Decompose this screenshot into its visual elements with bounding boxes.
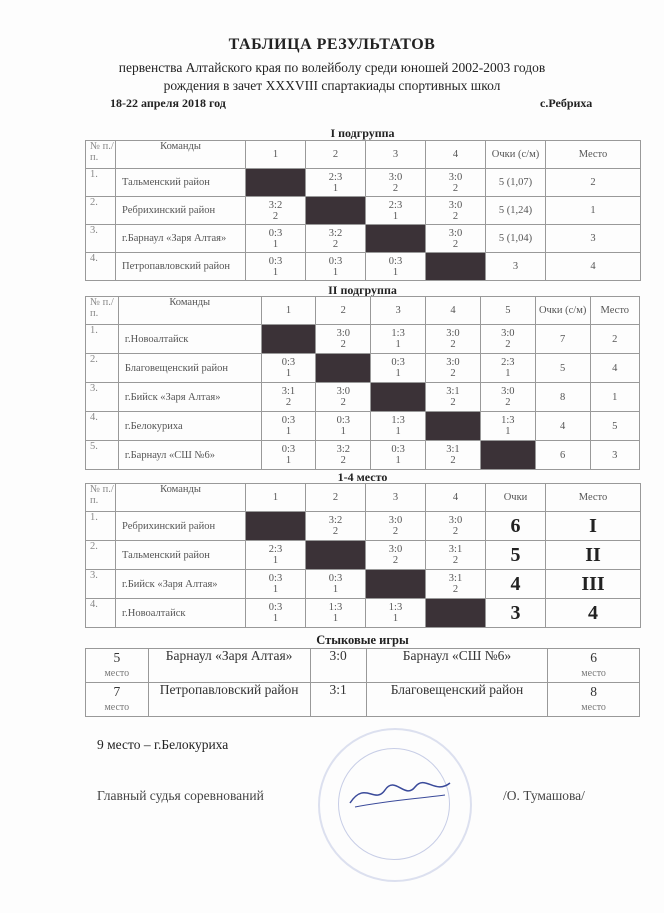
match-result bbox=[246, 541, 306, 570]
match-result bbox=[316, 412, 371, 441]
points: 4 bbox=[535, 412, 590, 441]
team-a: Петропавловский район bbox=[148, 683, 310, 717]
match-points: 2 bbox=[450, 368, 456, 379]
column-header: Команды bbox=[118, 297, 261, 325]
chief-judge-label: Главный судья соревнований bbox=[97, 788, 264, 803]
table-row bbox=[86, 412, 640, 441]
match-points: 1 bbox=[340, 426, 346, 437]
place: 4 bbox=[590, 354, 639, 383]
team-name: Тальменский район bbox=[116, 169, 246, 197]
table-row bbox=[86, 541, 641, 570]
ninth-place-note: 9 место – г.Белокуриха bbox=[97, 737, 229, 752]
set-score: 0:3 bbox=[281, 357, 296, 368]
match-result bbox=[426, 541, 486, 570]
set-score: 3:0 bbox=[501, 328, 515, 339]
match-result bbox=[261, 412, 316, 441]
column-header: Очки bbox=[486, 484, 546, 512]
header-row bbox=[86, 297, 640, 325]
set-score: 3:2 bbox=[336, 444, 350, 455]
set-score: 2:3 bbox=[268, 544, 283, 555]
match-points: 2 bbox=[452, 210, 459, 222]
team-name: Тальменский район bbox=[116, 541, 246, 570]
row-number: 3. bbox=[86, 225, 116, 253]
match-result bbox=[246, 197, 306, 225]
column-header: 1 bbox=[261, 297, 316, 325]
match-result bbox=[246, 570, 306, 599]
place: 3 bbox=[590, 441, 639, 470]
table-row bbox=[86, 599, 641, 628]
match-result bbox=[371, 354, 426, 383]
diagonal-cell bbox=[426, 599, 486, 628]
match-result bbox=[426, 512, 486, 541]
place-b bbox=[548, 649, 640, 683]
subtitle-line-1: первенства Алтайского края по волейболу среди юношей 2002-2003 годов bbox=[118, 60, 546, 75]
place-b bbox=[548, 683, 640, 717]
column-header: 2 bbox=[306, 484, 366, 512]
set-score: 1:3 bbox=[391, 328, 405, 339]
match-result bbox=[426, 197, 486, 225]
match-result bbox=[306, 599, 366, 628]
column-header: 3 bbox=[371, 297, 426, 325]
place: III bbox=[546, 570, 641, 599]
points: 8 bbox=[535, 383, 590, 412]
team-name: г.Белокуриха bbox=[118, 412, 261, 441]
match-points: 1 bbox=[285, 426, 292, 437]
place-b-number: 6 bbox=[590, 649, 597, 665]
match-points: 2 bbox=[332, 238, 339, 250]
playoff-row bbox=[86, 649, 640, 683]
set-score: 0:3 bbox=[268, 573, 283, 584]
match-result bbox=[261, 383, 316, 412]
row-number: 4. bbox=[86, 412, 119, 441]
match-result bbox=[366, 253, 426, 281]
column-header: Команды bbox=[116, 141, 246, 169]
signature bbox=[345, 775, 455, 815]
team-name: г.Бийск «Заря Алтая» bbox=[118, 383, 261, 412]
set-score: 0:3 bbox=[336, 415, 350, 426]
match-result bbox=[246, 253, 306, 281]
column-header: 1 bbox=[246, 141, 306, 169]
match-result bbox=[480, 383, 535, 412]
points: 3 bbox=[486, 253, 546, 281]
row-number: 3. bbox=[86, 383, 119, 412]
set-score: 2:3 bbox=[328, 171, 343, 183]
place-b-label: место bbox=[581, 667, 606, 679]
match-result bbox=[426, 383, 481, 412]
set-score: 3:0 bbox=[388, 515, 403, 526]
match-points: 2 bbox=[392, 555, 399, 566]
column-header: Место bbox=[546, 484, 641, 512]
set-score: 3:0 bbox=[388, 544, 403, 555]
set-score: 1:3 bbox=[501, 415, 515, 426]
row-number: 2. bbox=[86, 197, 116, 225]
set-score: 3:1 bbox=[448, 573, 463, 584]
match-points: 2 bbox=[340, 339, 346, 350]
document-title: ТАБЛИЦА РЕЗУЛЬТАТОВ bbox=[228, 36, 436, 53]
team-name: Ребрихинский район bbox=[116, 197, 246, 225]
subtitle-line-2: рождения в зачет XXXVIII спартакиады спортивных школ bbox=[163, 78, 501, 93]
match-result bbox=[371, 412, 426, 441]
points: 6 bbox=[486, 512, 546, 541]
table-row bbox=[86, 225, 641, 253]
chief-judge-name: /О. Тумашова/ bbox=[503, 788, 585, 803]
diagonal-cell bbox=[371, 383, 426, 412]
set-score: 3:0 bbox=[448, 199, 463, 211]
diagonal-cell bbox=[246, 169, 306, 197]
match-result bbox=[366, 512, 426, 541]
match-result bbox=[366, 169, 426, 197]
place: 1 bbox=[546, 197, 641, 225]
row-number: 3. bbox=[86, 570, 116, 599]
column-header: 4 bbox=[426, 297, 481, 325]
column-header: 1 bbox=[246, 484, 306, 512]
match-result bbox=[306, 512, 366, 541]
match-points: 1 bbox=[332, 182, 339, 194]
place-a-number: 5 bbox=[113, 649, 121, 665]
set-score: 0:3 bbox=[268, 602, 283, 613]
points: 5 (1,24) bbox=[486, 197, 546, 225]
match-result bbox=[426, 441, 481, 470]
set-score: 3:0 bbox=[448, 515, 463, 526]
points: 3 bbox=[486, 599, 546, 628]
set-score: 3:0 bbox=[448, 227, 463, 239]
diagonal-cell bbox=[366, 225, 426, 253]
place-b-number: 8 bbox=[590, 683, 597, 699]
group1-caption: I подгруппа bbox=[330, 126, 395, 140]
final-caption: 1-4 место bbox=[337, 470, 388, 484]
row-number: 2. bbox=[86, 354, 119, 383]
set-score: 0:3 bbox=[268, 255, 283, 267]
team-name: г.Барнаул «Заря Алтая» bbox=[116, 225, 246, 253]
match-result bbox=[316, 441, 371, 470]
diagonal-cell bbox=[316, 354, 371, 383]
points: 5 bbox=[486, 541, 546, 570]
row-number: 1. bbox=[86, 512, 116, 541]
match-result bbox=[306, 570, 366, 599]
match-points: 2 bbox=[392, 526, 399, 537]
match-points: 1 bbox=[332, 266, 339, 278]
column-header: 3 bbox=[366, 484, 426, 512]
table-row bbox=[86, 253, 641, 281]
set-score: 2:3 bbox=[388, 199, 403, 211]
match-points: 1 bbox=[505, 426, 511, 437]
place: 4 bbox=[546, 253, 641, 281]
match-points: 2 bbox=[452, 526, 459, 537]
match-points: 2 bbox=[332, 526, 339, 537]
match-points: 2 bbox=[450, 455, 456, 466]
match-points: 2 bbox=[392, 182, 399, 194]
team-name: г.Бийск «Заря Алтая» bbox=[116, 570, 246, 599]
set-score: 3:0 bbox=[448, 171, 463, 183]
place: 2 bbox=[546, 169, 641, 197]
set-score: 0:3 bbox=[391, 357, 405, 368]
match-points: 1 bbox=[332, 613, 339, 624]
column-header: 2 bbox=[316, 297, 371, 325]
set-score: 3:0 bbox=[336, 386, 350, 397]
playoff-caption: Стыковые игры bbox=[316, 633, 409, 647]
team-a: Барнаул «Заря Алтая» bbox=[148, 649, 310, 683]
set-score: 0:3 bbox=[268, 227, 283, 239]
set-score: 3:2 bbox=[268, 199, 283, 211]
column-header: 5 bbox=[480, 297, 535, 325]
match-points: 2 bbox=[285, 397, 292, 408]
match-result bbox=[306, 225, 366, 253]
match-points: 1 bbox=[272, 555, 279, 566]
table-row bbox=[86, 570, 641, 599]
match-points: 2 bbox=[452, 555, 459, 566]
table-row bbox=[86, 325, 640, 354]
column-header: 4 bbox=[426, 141, 486, 169]
place: 2 bbox=[590, 325, 639, 354]
match-points: 2 bbox=[452, 238, 459, 250]
points: 5 (1,04) bbox=[486, 225, 546, 253]
set-score: 3:2 bbox=[328, 227, 343, 239]
set-score: 3:0 bbox=[501, 386, 515, 397]
match-points: 1 bbox=[392, 210, 399, 222]
match-result bbox=[480, 325, 535, 354]
place-a bbox=[86, 683, 149, 717]
match-points: 1 bbox=[285, 455, 292, 466]
match-result bbox=[366, 197, 426, 225]
team-name: г.Новоалтайск bbox=[116, 599, 246, 628]
match-result bbox=[480, 354, 535, 383]
diagonal-cell bbox=[480, 441, 535, 470]
match-points: 2 bbox=[450, 339, 456, 350]
team-name: г.Новоалтайск bbox=[118, 325, 261, 354]
place: 4 bbox=[546, 599, 641, 628]
match-points: 2 bbox=[450, 397, 456, 408]
table-row bbox=[86, 383, 640, 412]
set-score: 2:3 bbox=[501, 357, 515, 368]
table-row bbox=[86, 197, 641, 225]
match-result bbox=[261, 354, 316, 383]
points: 5 (1,07) bbox=[486, 169, 546, 197]
match-points: 1 bbox=[395, 368, 401, 379]
match-result bbox=[371, 441, 426, 470]
set-score: 3:2 bbox=[328, 515, 343, 526]
diagonal-cell bbox=[366, 570, 426, 599]
column-header: Место bbox=[546, 141, 641, 169]
match-points: 2 bbox=[340, 397, 346, 408]
table-row bbox=[86, 441, 640, 470]
playoff-row bbox=[86, 683, 640, 717]
match-result bbox=[316, 325, 371, 354]
playoff-score: 3:1 bbox=[310, 683, 366, 717]
match-result bbox=[426, 325, 481, 354]
place-a-label: место bbox=[104, 667, 130, 679]
set-score: 3:0 bbox=[446, 328, 460, 339]
group2-table bbox=[85, 296, 640, 470]
place-b-label: место bbox=[581, 701, 606, 713]
column-header: 4 bbox=[426, 484, 486, 512]
match-points: 1 bbox=[505, 368, 511, 379]
diagonal-cell bbox=[426, 253, 486, 281]
set-score: 0:3 bbox=[391, 444, 405, 455]
set-score: 3:1 bbox=[446, 444, 460, 455]
match-points: 1 bbox=[285, 368, 292, 379]
match-result bbox=[246, 225, 306, 253]
header-row bbox=[86, 141, 641, 169]
column-header: Место bbox=[590, 297, 639, 325]
column-header: Очки (с/м) bbox=[486, 141, 546, 169]
match-result bbox=[306, 169, 366, 197]
set-score: 0:3 bbox=[281, 415, 296, 426]
set-score: 3:0 bbox=[388, 171, 403, 183]
column-header: 2 bbox=[306, 141, 366, 169]
points: 6 bbox=[535, 441, 590, 470]
place: 1 bbox=[590, 383, 639, 412]
match-points: 2 bbox=[505, 339, 511, 350]
match-result bbox=[371, 325, 426, 354]
team-b: Барнаул «СШ №6» bbox=[366, 649, 547, 683]
match-result bbox=[316, 383, 371, 412]
match-result bbox=[426, 570, 486, 599]
match-points: 2 bbox=[340, 455, 346, 466]
match-result bbox=[426, 225, 486, 253]
team-name: Петропавловский район bbox=[116, 253, 246, 281]
match-points: 1 bbox=[272, 238, 279, 250]
column-header: № п./п. bbox=[86, 141, 116, 169]
group1-table bbox=[85, 140, 641, 281]
match-points: 2 bbox=[272, 210, 279, 222]
table-row bbox=[86, 169, 641, 197]
points: 5 bbox=[535, 354, 590, 383]
diagonal-cell bbox=[426, 412, 481, 441]
event-place: с.Ребриха bbox=[540, 96, 593, 110]
match-points: 1 bbox=[392, 266, 399, 278]
table-row bbox=[86, 354, 640, 383]
match-points: 1 bbox=[272, 266, 279, 278]
set-score: 0:3 bbox=[281, 444, 296, 455]
match-result bbox=[246, 599, 306, 628]
column-header: 3 bbox=[366, 141, 426, 169]
set-score: 1:3 bbox=[328, 602, 343, 613]
set-score: 3:1 bbox=[448, 544, 463, 555]
match-result bbox=[261, 441, 316, 470]
set-score: 1:3 bbox=[388, 602, 403, 613]
place: 5 bbox=[590, 412, 639, 441]
match-points: 1 bbox=[392, 613, 399, 624]
match-points: 1 bbox=[332, 584, 339, 595]
diagonal-cell bbox=[306, 197, 366, 225]
row-number: 2. bbox=[86, 541, 116, 570]
set-score: 0:3 bbox=[328, 573, 343, 584]
set-score: 3:1 bbox=[281, 386, 296, 397]
table-row bbox=[86, 512, 641, 541]
match-points: 1 bbox=[395, 455, 401, 466]
team-name: г.Барнаул «СШ №6» bbox=[118, 441, 261, 470]
match-points: 1 bbox=[272, 613, 279, 624]
set-score: 3:1 bbox=[446, 386, 460, 397]
row-number: 4. bbox=[86, 599, 116, 628]
match-result bbox=[366, 541, 426, 570]
match-points: 2 bbox=[452, 584, 459, 595]
place-a-label: место bbox=[104, 701, 130, 713]
diagonal-cell bbox=[306, 541, 366, 570]
column-header: Команды bbox=[116, 484, 246, 512]
group2-caption: II подгруппа bbox=[328, 283, 397, 297]
event-dates: 18-22 апреля 2018 год bbox=[110, 96, 226, 110]
place: 3 bbox=[546, 225, 641, 253]
row-number: 4. bbox=[86, 253, 116, 281]
diagonal-cell bbox=[246, 512, 306, 541]
row-number: 5. bbox=[86, 441, 119, 470]
diagonal-cell bbox=[261, 325, 316, 354]
match-points: 1 bbox=[395, 339, 401, 350]
final-table bbox=[85, 483, 641, 628]
points: 4 bbox=[486, 570, 546, 599]
place-a bbox=[86, 649, 149, 683]
place: I bbox=[546, 512, 641, 541]
row-number: 1. bbox=[86, 169, 116, 197]
set-score: 1:3 bbox=[391, 415, 405, 426]
match-result bbox=[426, 354, 481, 383]
team-name: Ребрихинский район bbox=[116, 512, 246, 541]
match-result bbox=[480, 412, 535, 441]
set-score: 0:3 bbox=[328, 255, 343, 267]
set-score: 3:0 bbox=[446, 357, 460, 368]
team-b: Благовещенский район bbox=[366, 683, 547, 717]
points: 7 bbox=[535, 325, 590, 354]
match-result bbox=[426, 169, 486, 197]
column-header: № п./п. bbox=[86, 297, 119, 325]
match-points: 1 bbox=[272, 584, 279, 595]
column-header: № п./п. bbox=[86, 484, 116, 512]
match-result bbox=[306, 253, 366, 281]
set-score: 0:3 bbox=[388, 255, 403, 267]
match-points: 1 bbox=[395, 426, 401, 437]
place: II bbox=[546, 541, 641, 570]
set-score: 3:0 bbox=[336, 328, 350, 339]
match-points: 2 bbox=[505, 397, 511, 408]
match-result bbox=[366, 599, 426, 628]
row-number: 1. bbox=[86, 325, 119, 354]
match-points: 2 bbox=[452, 182, 459, 194]
playoff-score: 3:0 bbox=[310, 649, 366, 683]
place-a-number: 7 bbox=[113, 683, 121, 699]
team-name: Благовещенский район bbox=[118, 354, 261, 383]
header-row bbox=[86, 484, 641, 512]
column-header: Очки (с/м) bbox=[535, 297, 590, 325]
playoff-table bbox=[85, 648, 640, 717]
